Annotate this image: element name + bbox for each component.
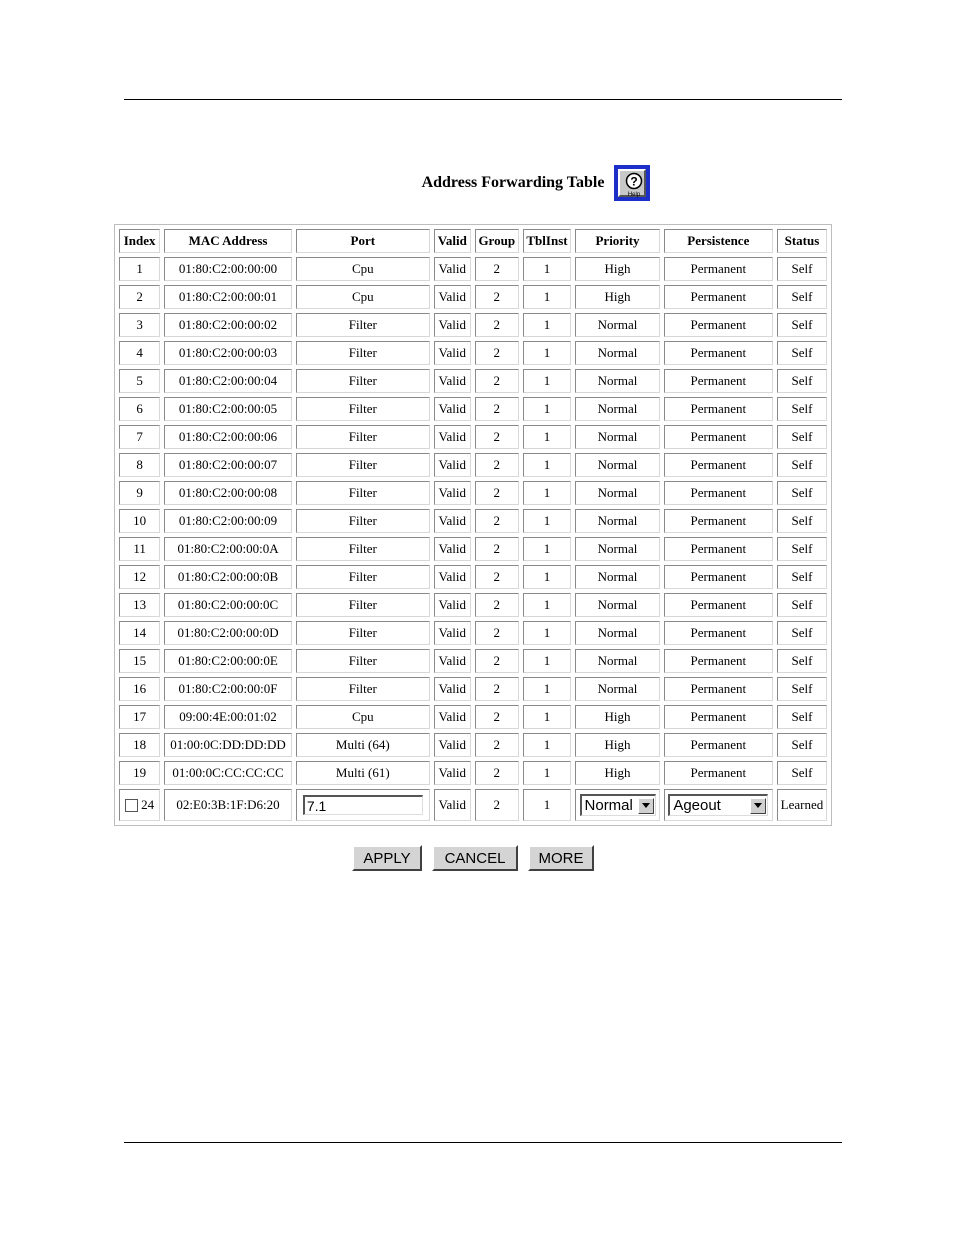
cell-valid: Valid — [434, 565, 471, 589]
cell-index: 12 — [119, 565, 160, 589]
top-rule — [124, 99, 842, 100]
cell-port: Filter — [296, 313, 430, 337]
cell-tblinst: 1 — [523, 341, 572, 365]
cell-status: Self — [777, 649, 827, 673]
cell-valid: Valid — [434, 425, 471, 449]
cell-valid: Valid — [434, 761, 471, 785]
cell-tblinst: 1 — [523, 761, 572, 785]
cell-mac-address: 01:80:C2:00:00:00 — [164, 257, 292, 281]
cell-status: Self — [777, 677, 827, 701]
cell-port: Filter — [296, 509, 430, 533]
cell-priority: Normal — [575, 313, 659, 337]
table-row — [119, 565, 827, 589]
cell-status: Self — [777, 761, 827, 785]
cell-persistence: Permanent — [664, 761, 773, 785]
priority-select-value: Normal — [584, 797, 633, 814]
cell-valid: Valid — [434, 705, 471, 729]
column-header-valid: Valid — [434, 229, 471, 253]
cell-priority: Normal — [575, 509, 659, 533]
cell-index: 16 — [119, 677, 160, 701]
cell-priority: Normal — [575, 677, 659, 701]
cell-valid: Valid — [434, 257, 471, 281]
column-header-tblinst: TblInst — [523, 229, 572, 253]
cell-persistence: Permanent — [664, 621, 773, 645]
cell-port: Filter — [296, 565, 430, 589]
cell-port: Cpu — [296, 257, 430, 281]
cell-group: 2 — [475, 341, 519, 365]
cell-port: Filter — [296, 677, 430, 701]
table-row — [119, 621, 827, 645]
cell-priority: Normal — [575, 593, 659, 617]
cell-persistence: Permanent — [664, 341, 773, 365]
cell-index: 2 — [119, 285, 160, 309]
cell-group: 2 — [475, 285, 519, 309]
table-row — [119, 649, 827, 673]
cell-mac-address: 01:80:C2:00:00:02 — [164, 313, 292, 337]
table-row — [119, 397, 827, 421]
cell-valid: Valid — [434, 509, 471, 533]
cell-group: 2 — [475, 257, 519, 281]
cell-group: 2 — [475, 481, 519, 505]
cell-priority: High — [575, 285, 659, 309]
table-row — [119, 593, 827, 617]
cell-port: Filter — [296, 621, 430, 645]
cell-valid: Valid — [434, 649, 471, 673]
cell-status: Self — [777, 593, 827, 617]
cell-port: Multi (61) — [296, 761, 430, 785]
cell-valid: Valid — [434, 733, 471, 757]
cell-mac-address: 01:80:C2:00:00:0B — [164, 565, 292, 589]
cell-tblinst: 1 — [523, 649, 572, 673]
cell-group: 2 — [475, 313, 519, 337]
cell-mac-address: 09:00:4E:00:01:02 — [164, 705, 292, 729]
cell-mac-address: 01:80:C2:00:00:08 — [164, 481, 292, 505]
cell-priority: Normal — [575, 565, 659, 589]
cell-status: Self — [777, 425, 827, 449]
cell-status: Self — [777, 453, 827, 477]
cell-port: Filter — [296, 453, 430, 477]
cell-port: Multi (64) — [296, 733, 430, 757]
cell-mac-address: 01:80:C2:00:00:0F — [164, 677, 292, 701]
table-header-row — [119, 229, 827, 253]
cell-priority: Normal — [575, 369, 659, 393]
cell-tblinst: 1 — [523, 369, 572, 393]
cell-tblinst: 1 — [523, 285, 572, 309]
cell-group: 2 — [475, 397, 519, 421]
address-forwarding-table — [114, 224, 832, 826]
cell-priority: Normal — [575, 621, 659, 645]
cell-port: Cpu — [296, 285, 430, 309]
edit-tblinst-cell: 1 — [523, 789, 572, 821]
cell-tblinst: 1 — [523, 481, 572, 505]
edit-port-cell — [296, 789, 430, 821]
cell-priority: High — [575, 257, 659, 281]
chevron-down-icon — [750, 798, 766, 814]
cell-valid: Valid — [434, 341, 471, 365]
cell-status: Self — [777, 481, 827, 505]
cell-persistence: Permanent — [664, 537, 773, 561]
table-row — [119, 369, 827, 393]
cell-tblinst: 1 — [523, 733, 572, 757]
column-header-port: Port — [296, 229, 430, 253]
cell-status: Self — [777, 509, 827, 533]
cell-status: Self — [777, 285, 827, 309]
cell-group: 2 — [475, 509, 519, 533]
table-row — [119, 313, 827, 337]
cell-index: 4 — [119, 341, 160, 365]
cell-priority: Normal — [575, 341, 659, 365]
cell-priority: High — [575, 733, 659, 757]
cell-tblinst: 1 — [523, 593, 572, 617]
cell-valid: Valid — [434, 537, 471, 561]
more-button[interactable]: MORE — [528, 845, 594, 871]
cell-mac-address: 01:80:C2:00:00:06 — [164, 425, 292, 449]
cell-index: 14 — [119, 621, 160, 645]
edit-group-cell: 2 — [475, 789, 519, 821]
cell-tblinst: 1 — [523, 453, 572, 477]
cell-tblinst: 1 — [523, 677, 572, 701]
cell-valid: Valid — [434, 481, 471, 505]
cell-group: 2 — [475, 649, 519, 673]
cell-valid: Valid — [434, 621, 471, 645]
cell-index: 13 — [119, 593, 160, 617]
edit-priority-cell — [575, 789, 659, 821]
cell-mac-address: 01:80:C2:00:00:0E — [164, 649, 292, 673]
cell-mac-address: 01:80:C2:00:00:07 — [164, 453, 292, 477]
edit-index-cell — [119, 789, 160, 821]
cell-index: 17 — [119, 705, 160, 729]
cell-port: Filter — [296, 649, 430, 673]
cell-mac-address: 01:80:C2:00:00:01 — [164, 285, 292, 309]
cell-persistence: Permanent — [664, 285, 773, 309]
cell-port: Filter — [296, 425, 430, 449]
bottom-rule — [124, 1142, 842, 1143]
page-title: Address Forwarding Table — [421, 174, 605, 191]
cell-mac-address: 01:00:0C:DD:DD:DD — [164, 733, 292, 757]
cell-tblinst: 1 — [523, 509, 572, 533]
cell-persistence: Permanent — [664, 649, 773, 673]
cell-mac-address: 01:80:C2:00:00:03 — [164, 341, 292, 365]
cell-persistence: Permanent — [664, 593, 773, 617]
table-row — [119, 537, 827, 561]
cell-valid: Valid — [434, 593, 471, 617]
help-icon — [618, 169, 646, 197]
cell-persistence: Permanent — [664, 313, 773, 337]
cell-persistence: Permanent — [664, 733, 773, 757]
cell-index: 15 — [119, 649, 160, 673]
table-row — [119, 705, 827, 729]
table-row — [119, 257, 827, 281]
cell-index: 8 — [119, 453, 160, 477]
cell-group: 2 — [475, 677, 519, 701]
apply-button[interactable]: APPLY — [352, 845, 422, 871]
cell-mac-address: 01:80:C2:00:00:05 — [164, 397, 292, 421]
cell-mac-address: 01:80:C2:00:00:09 — [164, 509, 292, 533]
edit-valid-cell: Valid — [434, 789, 471, 821]
cell-status: Self — [777, 397, 827, 421]
cell-index: 11 — [119, 537, 160, 561]
cell-priority: High — [575, 705, 659, 729]
cell-priority: Normal — [575, 397, 659, 421]
cell-index: 1 — [119, 257, 160, 281]
cell-index: 9 — [119, 481, 160, 505]
cell-status: Self — [777, 705, 827, 729]
cell-priority: Normal — [575, 453, 659, 477]
cell-port: Filter — [296, 593, 430, 617]
column-header-status: Status — [777, 229, 827, 253]
cell-status: Self — [777, 733, 827, 757]
cell-persistence: Permanent — [664, 425, 773, 449]
column-header-persistence: Persistence — [664, 229, 773, 253]
cell-persistence: Permanent — [664, 257, 773, 281]
edit-index-value: 24 — [141, 797, 155, 813]
cell-mac-address: 01:80:C2:00:00:0D — [164, 621, 292, 645]
cell-index: 3 — [119, 313, 160, 337]
cell-persistence: Permanent — [664, 565, 773, 589]
svg-text:Help: Help — [628, 192, 641, 198]
table-row — [119, 341, 827, 365]
cancel-button[interactable]: CANCEL — [432, 845, 518, 871]
column-header-group: Group — [475, 229, 519, 253]
cell-mac-address: 01:80:C2:00:00:0C — [164, 593, 292, 617]
cell-priority: Normal — [575, 425, 659, 449]
cell-status: Self — [777, 621, 827, 645]
table-row — [119, 425, 827, 449]
cell-group: 2 — [475, 761, 519, 785]
column-header-priority: Priority — [575, 229, 659, 253]
cell-group: 2 — [475, 593, 519, 617]
cell-status: Self — [777, 537, 827, 561]
priority-select[interactable] — [580, 794, 656, 816]
table-row — [119, 677, 827, 701]
column-header-index: Index — [119, 229, 160, 253]
table-row — [119, 481, 827, 505]
cell-group: 2 — [475, 733, 519, 757]
cell-tblinst: 1 — [523, 425, 572, 449]
cell-index: 7 — [119, 425, 160, 449]
cell-status: Self — [777, 257, 827, 281]
cell-tblinst: 1 — [523, 397, 572, 421]
cell-tblinst: 1 — [523, 621, 572, 645]
cell-persistence: Permanent — [664, 397, 773, 421]
cell-group: 2 — [475, 537, 519, 561]
persistence-select-value: Ageout — [673, 797, 721, 814]
cell-tblinst: 1 — [523, 257, 572, 281]
cell-valid: Valid — [434, 313, 471, 337]
table-row — [119, 733, 827, 757]
help-button[interactable] — [614, 165, 650, 201]
cell-persistence: Permanent — [664, 705, 773, 729]
cell-persistence: Permanent — [664, 481, 773, 505]
cell-group: 2 — [475, 621, 519, 645]
title-row — [0, 163, 954, 203]
cell-mac-address: 01:00:0C:CC:CC:CC — [164, 761, 292, 785]
cell-index: 10 — [119, 509, 160, 533]
cell-status: Self — [777, 565, 827, 589]
cell-group: 2 — [475, 453, 519, 477]
cell-mac-address: 01:80:C2:00:00:0A — [164, 537, 292, 561]
edit-status-cell: Learned — [777, 789, 827, 821]
cell-priority: Normal — [575, 481, 659, 505]
cell-index: 18 — [119, 733, 160, 757]
action-buttons — [352, 845, 594, 871]
cell-tblinst: 1 — [523, 313, 572, 337]
cell-index: 5 — [119, 369, 160, 393]
table-row — [119, 761, 827, 785]
cell-valid: Valid — [434, 397, 471, 421]
select-row-checkbox[interactable] — [125, 799, 138, 812]
cell-valid: Valid — [434, 677, 471, 701]
port-input[interactable] — [303, 795, 423, 815]
cell-group: 2 — [475, 565, 519, 589]
cell-persistence: Permanent — [664, 509, 773, 533]
cell-port: Filter — [296, 537, 430, 561]
cell-group: 2 — [475, 369, 519, 393]
edit-mac-cell: 02:E0:3B:1F:D6:20 — [164, 789, 292, 821]
table-row — [119, 509, 827, 533]
svg-text:?: ? — [630, 174, 639, 189]
cell-tblinst: 1 — [523, 537, 572, 561]
cell-port: Cpu — [296, 705, 430, 729]
table-row — [119, 285, 827, 309]
table-row — [119, 453, 827, 477]
cell-persistence: Permanent — [664, 677, 773, 701]
cell-valid: Valid — [434, 285, 471, 309]
cell-priority: High — [575, 761, 659, 785]
column-header-mac-address: MAC Address — [164, 229, 292, 253]
cell-index: 6 — [119, 397, 160, 421]
cell-group: 2 — [475, 705, 519, 729]
cell-persistence: Permanent — [664, 453, 773, 477]
cell-mac-address: 01:80:C2:00:00:04 — [164, 369, 292, 393]
cell-persistence: Permanent — [664, 369, 773, 393]
cell-status: Self — [777, 313, 827, 337]
cell-port: Filter — [296, 481, 430, 505]
cell-tblinst: 1 — [523, 565, 572, 589]
cell-status: Self — [777, 341, 827, 365]
chevron-down-icon — [638, 798, 654, 814]
cell-index: 19 — [119, 761, 160, 785]
cell-group: 2 — [475, 425, 519, 449]
edit-persistence-cell — [664, 789, 773, 821]
cell-status: Self — [777, 369, 827, 393]
cell-port: Filter — [296, 397, 430, 421]
cell-valid: Valid — [434, 453, 471, 477]
cell-priority: Normal — [575, 649, 659, 673]
cell-priority: Normal — [575, 537, 659, 561]
cell-valid: Valid — [434, 369, 471, 393]
cell-tblinst: 1 — [523, 705, 572, 729]
editable-table-row — [119, 789, 827, 821]
cell-port: Filter — [296, 341, 430, 365]
persistence-select[interactable] — [668, 794, 768, 816]
cell-port: Filter — [296, 369, 430, 393]
